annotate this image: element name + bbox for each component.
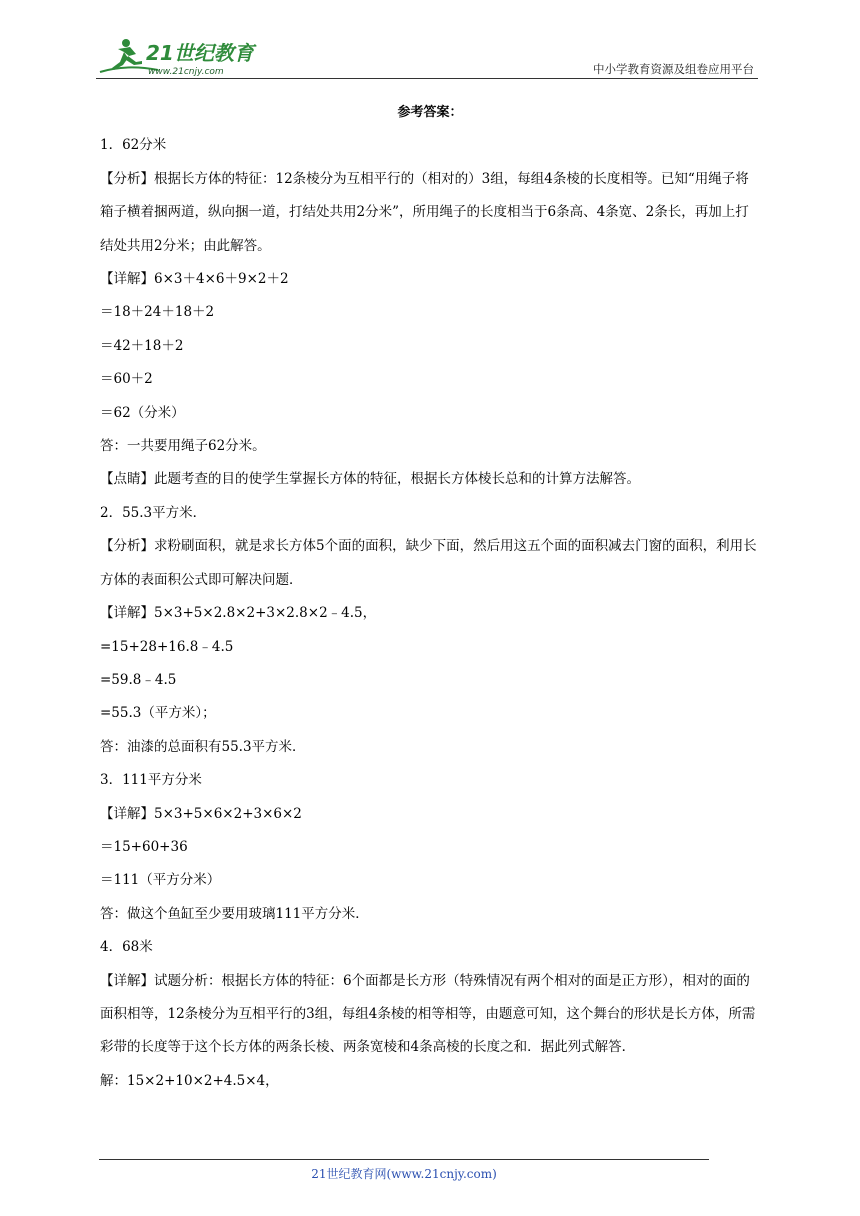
page-title: 参考答案： <box>397 105 463 120</box>
header-divider <box>96 78 758 79</box>
answer-3-heading: 3．111平方分米 <box>100 772 202 789</box>
footer-text: 21世纪教育网(www.21cnjy.com) <box>311 1167 497 1181</box>
answer-1-step: ＝62（分米） <box>100 404 185 421</box>
answer-3-step: ＝15+60+36 <box>100 838 188 855</box>
answer-3-step: ＝111（平方分米） <box>100 872 221 889</box>
answer-4-solution: 解：15×2+10×2+4.5×4， <box>100 1072 279 1089</box>
answer-1-reply: 答：一共要用绳子62分米。 <box>100 438 266 455</box>
page-header <box>96 34 758 78</box>
answer-2-analysis: 【分析】求粉刷面积，就是求长方体5个面的面积，缺少下面，然后用这五个面的面积减去门窗的面积，利用长方体的表面积公式即可解决问题． <box>100 538 757 588</box>
answer-2-heading: 2．55.3平方米． <box>100 504 207 521</box>
answer-1-step: ＝42＋18＋2 <box>100 337 184 354</box>
answer-1-step: ＝18＋24＋18＋2 <box>100 304 215 321</box>
answer-1-analysis: 【分析】根据长方体的特征：12条棱分为互相平行的（相对的）3组，每组4条棱的长度相等。已知“用绳子将箱子横着捆两道，纵向捆一道，打结处共用2分米”，所用绳子的长度相当于6条高、4条宽、2条长，再加上打结处共用2分米；由此解答。 <box>100 170 749 254</box>
svg-text:www.21cnjy.com: www.21cnjy.com <box>148 67 224 77</box>
answer-1-step: ＝60＋2 <box>100 371 153 388</box>
answer-2-reply: 答：油漆的总面积有55.3平方米． <box>100 738 306 755</box>
answer-1-heading: 1．62分米 <box>100 137 167 154</box>
answer-2-detail: 【详解】5×3+5×2.8×2+3×2.8×2﹣4.5， <box>100 605 377 622</box>
svg-text:21世纪教育: 21世纪教育 <box>146 41 254 65</box>
answer-2-step: =59.8﹣4.5 <box>100 671 177 688</box>
answer-content <box>100 96 760 1098</box>
answer-3-detail: 【详解】5×3+5×6×2+3×6×2 <box>100 805 302 822</box>
answer-1-detail: 【详解】6×3＋4×6＋9×2＋2 <box>100 271 289 288</box>
answer-2-step: =15+28+16.8﹣4.5 <box>100 638 234 655</box>
answer-1-comment: 【点睛】此题考查的目的使学生掌握长方体的特征，根据长方体棱长总和的计算方法解答。 <box>100 471 640 488</box>
answer-4-heading: 4．68米 <box>100 939 153 956</box>
footer-divider <box>99 1159 709 1160</box>
logo-21cnjy <box>96 34 266 78</box>
answer-3-reply: 答：做这个鱼缸至少要用玻璃111平方分米． <box>100 905 369 922</box>
answer-4-detail: 【详解】试题分析：根据长方体的特征：6个面都是长方形（特殊情况有两个相对的面是正方形），相对的面的面积相等，12条棱分为互相平行的3组，每组4条棱的相等相等，由题意可知，这个舞台的形状是长方体，所需彩带的长度等于这个长方体的两条长棱、两条宽棱和4条高棱的长度之和．据此列式解答． <box>100 972 756 1056</box>
header-platform-text: 中小学教育资源及组卷应用平台 <box>593 62 754 76</box>
answer-2-step: =55.3（平方米）； <box>100 705 216 722</box>
